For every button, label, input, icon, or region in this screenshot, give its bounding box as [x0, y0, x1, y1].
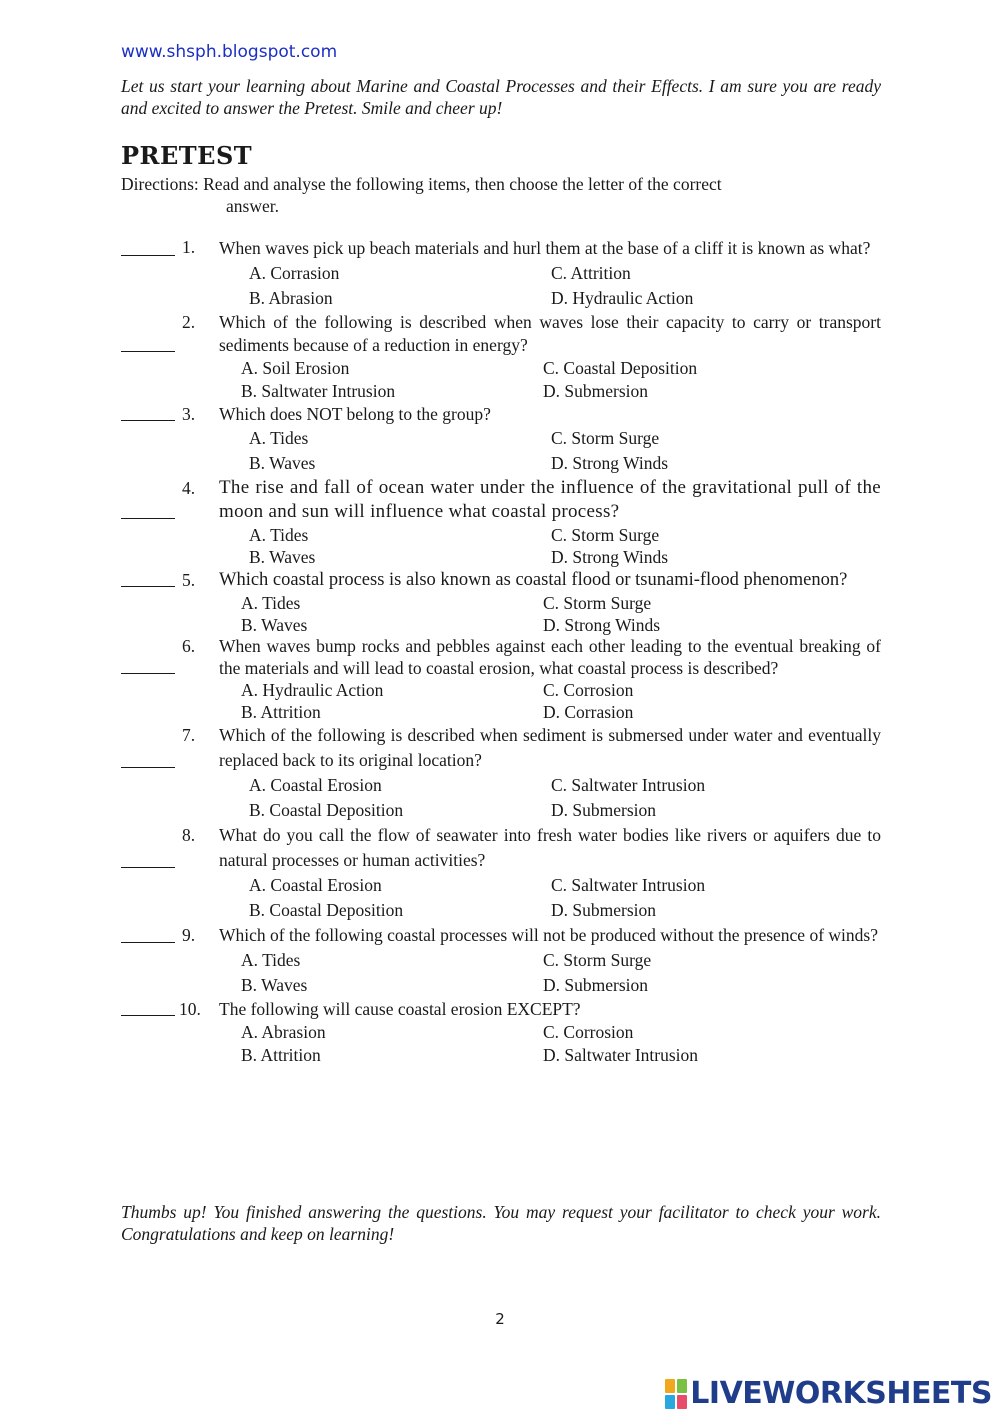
answer-blank-2[interactable]	[121, 311, 177, 357]
options	[121, 948, 881, 998]
option-d: D. Strong Winds	[543, 615, 661, 635]
option-c: C. Storm Surge	[543, 950, 652, 970]
option-c: C. Saltwater Intrusion	[551, 875, 706, 895]
options	[121, 1021, 881, 1067]
option-c: C. Corrosion	[543, 1022, 634, 1042]
answer-blank-1[interactable]	[121, 236, 177, 261]
option-b: B. Attrition	[241, 702, 321, 722]
option-c: C. Storm Surge	[543, 593, 652, 613]
question-1	[121, 236, 881, 311]
option-c: C. Coastal Deposition	[543, 358, 698, 378]
question-number: 8.	[182, 825, 196, 845]
option-a: A. Tides	[241, 950, 301, 970]
options	[121, 679, 881, 723]
question-text: Which of the following coastal processes will not be produced without the presence of winds?	[219, 925, 878, 945]
answer-blank-8[interactable]	[121, 823, 177, 873]
liveworksheets-icon	[665, 1379, 687, 1409]
question-number: 4.	[182, 478, 196, 498]
option-d: D. Submersion	[543, 975, 648, 995]
options	[121, 261, 881, 311]
option-b: B. Coastal Deposition	[249, 900, 404, 920]
option-d: D. Submersion	[551, 800, 656, 820]
page-title: PRETEST	[121, 141, 253, 170]
option-a: A. Soil Erosion	[241, 358, 350, 378]
directions-line-2: answer.	[226, 196, 279, 216]
question-3	[121, 403, 881, 476]
option-d: D. Submersion	[543, 381, 648, 401]
intro-paragraph: Let us start your learning about Marine and Coastal Processes and their Effects. I am sure you are ready and excited to answer the Pretest. Smile and cheer up!	[121, 76, 881, 118]
answer-blank-7[interactable]	[121, 723, 177, 773]
option-a: A. Hydraulic Action	[241, 680, 384, 700]
option-b: B. Waves	[249, 547, 316, 567]
options	[121, 357, 881, 403]
question-text: Which coastal process is also known as coastal flood or tsunami-flood phenomenon?	[219, 570, 848, 590]
option-d: D. Corrasion	[543, 702, 634, 722]
option-a: A. Coastal Erosion	[249, 875, 382, 895]
question-text: Which of the following is described when waves lose their capacity to carry or transport sediments because of a reduction in energy?	[219, 312, 881, 355]
option-d: D. Submersion	[551, 900, 656, 920]
question-number: 3.	[182, 404, 196, 424]
answer-blank-10[interactable]	[121, 998, 177, 1021]
question-number: 10.	[179, 999, 201, 1019]
question-text: When waves pick up beach materials and hurl them at the base of a cliff it is known as what?	[219, 238, 871, 258]
question-text: When waves bump rocks and pebbles against each other leading to the eventual breaking of the materials and will lead to coastal erosion, what coastal process is described?	[219, 636, 881, 678]
option-c: C. Saltwater Intrusion	[551, 775, 706, 795]
question-text: The rise and fall of ocean water under the influence of the gravitational pull of the moon and sun will influence what coastal process?	[219, 477, 881, 522]
option-b: B. Waves	[249, 453, 316, 473]
options	[121, 524, 881, 568]
question-number: 5.	[182, 570, 196, 590]
option-d: D. Saltwater Intrusion	[543, 1045, 699, 1065]
brand-name: LIVEWORKSHEETS	[690, 1376, 992, 1411]
question-number: 1.	[182, 237, 196, 257]
question-5	[121, 568, 881, 636]
option-d: D. Strong Winds	[551, 547, 669, 567]
question-10	[121, 998, 881, 1067]
question-8	[121, 823, 881, 923]
question-text: The following will cause coastal erosion EXCEPT?	[219, 999, 581, 1019]
option-b: B. Waves	[241, 975, 308, 995]
option-c: C. Storm Surge	[551, 525, 660, 545]
question-6	[121, 636, 881, 723]
option-c: C. Corrosion	[543, 680, 634, 700]
option-a: A. Abrasion	[241, 1022, 326, 1042]
option-b: B. Coastal Deposition	[249, 800, 404, 820]
answer-blank-5[interactable]	[121, 568, 177, 592]
option-a: A. Coastal Erosion	[249, 775, 382, 795]
question-text: What do you call the flow of seawater into fresh water bodies like rivers or aquifers due to natural processes or human activities?	[219, 825, 881, 870]
question-number: 2.	[182, 312, 196, 332]
answer-blank-9[interactable]	[121, 923, 177, 948]
question-4	[121, 476, 881, 568]
question-list	[121, 236, 881, 1067]
option-b: B. Saltwater Intrusion	[241, 381, 396, 401]
option-a: A. Tides	[241, 593, 301, 613]
options	[121, 873, 881, 923]
question-2	[121, 311, 881, 403]
option-d: D. Hydraulic Action	[551, 288, 694, 308]
option-b: B. Attrition	[241, 1045, 321, 1065]
option-b: B. Abrasion	[249, 288, 333, 308]
option-a: A. Corrasion	[249, 263, 340, 283]
option-a: A. Tides	[249, 525, 309, 545]
closing-paragraph: Thumbs up! You finished answering the questions. You may request your facilitator to check your work. Congratulations and keep on learning!	[121, 1202, 881, 1244]
answer-blank-4[interactable]	[121, 476, 177, 524]
question-9	[121, 923, 881, 998]
question-number: 6.	[182, 636, 196, 656]
options	[121, 426, 881, 476]
page-number: 2	[495, 1310, 505, 1328]
question-text: Which of the following is described when sediment is submersed under water and eventually replaced back to its original location?	[219, 725, 881, 770]
site-url: www.shsph.blogspot.com	[121, 42, 338, 62]
option-c: C. Storm Surge	[551, 428, 660, 448]
question-text: Which does NOT belong to the group?	[219, 404, 491, 424]
option-b: B. Waves	[241, 615, 308, 635]
directions	[121, 173, 881, 217]
question-number: 7.	[182, 725, 196, 745]
option-c: C. Attrition	[551, 263, 631, 283]
option-a: A. Tides	[249, 428, 309, 448]
liveworksheets-logo	[665, 1376, 992, 1411]
answer-blank-6[interactable]	[121, 636, 177, 679]
question-number: 9.	[182, 925, 196, 945]
question-7	[121, 723, 881, 823]
option-d: D. Strong Winds	[551, 453, 669, 473]
options	[121, 773, 881, 823]
options	[121, 592, 881, 636]
directions-line-1: Directions: Read and analyse the following items, then choose the letter of the correct	[121, 174, 722, 194]
answer-blank-3[interactable]	[121, 403, 177, 426]
